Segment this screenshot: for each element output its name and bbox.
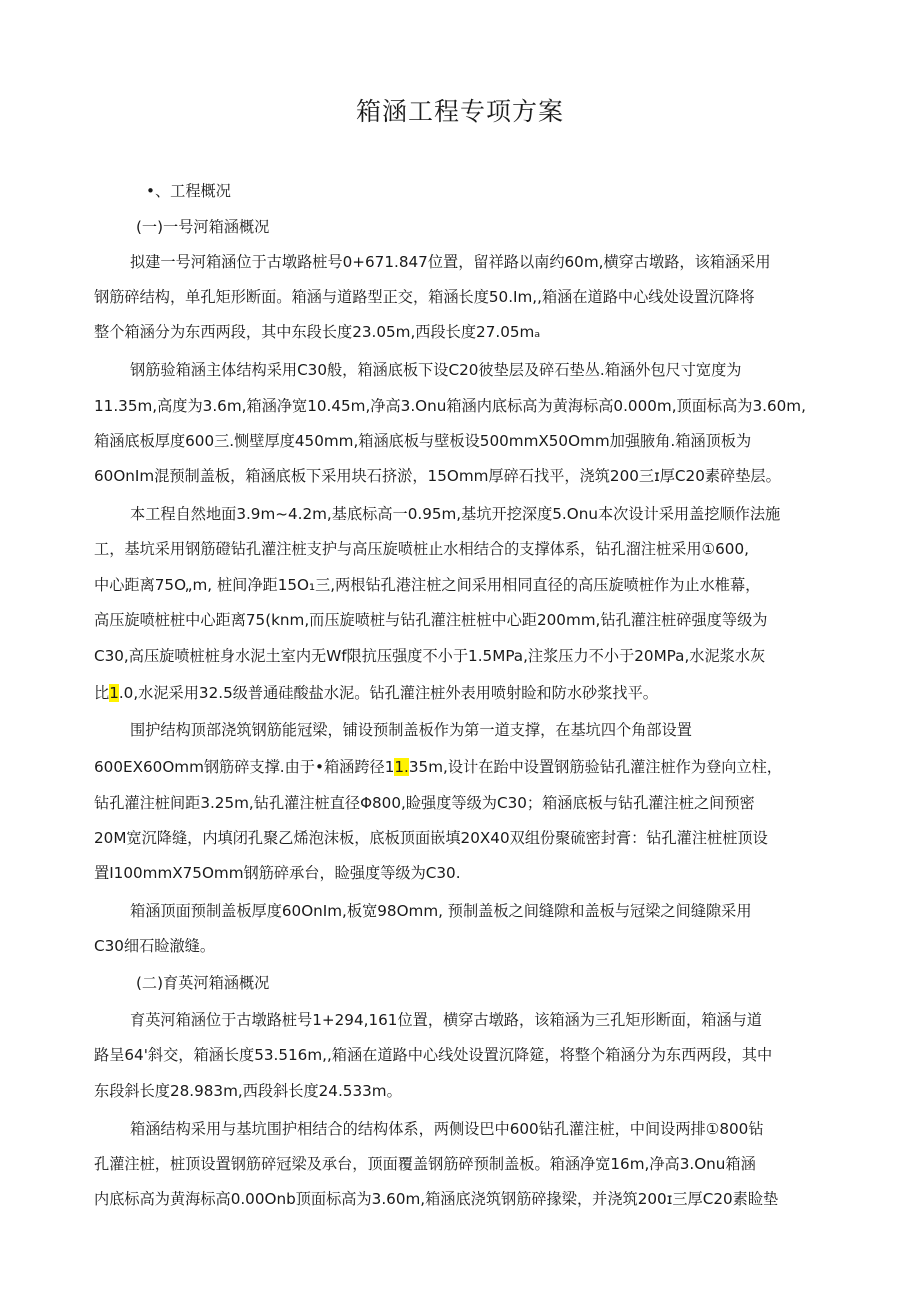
paragraph-3-line-5: C30,高压旋喷桩桩身水泥土室内无Wf限抗压强度不小于1.5MPa,注浆压力不小于20MPa,水泥浆水灰 — [94, 647, 766, 665]
paragraph-1-line-2: 钢筋碎结构，单孔矩形断面。箱涵与道路型正交，箱涵长度50.Im,,箱涵在道路中心线处设置沉降将 — [94, 288, 755, 306]
paragraph-4-line-2-start: 600EX60Omm钢筋碎支撑.由于•箱涵跨径1 — [94, 758, 395, 776]
paragraph-4-line-4: 20M宽沉降缝，内填闭孔聚乙烯泡沫板，底板顶面嵌填20X40双组份聚硫密封膏：钻孔灌注桩桩顶设 — [94, 829, 768, 847]
section-heading: •、工程概况 — [146, 182, 231, 200]
paragraph-1-line-1: 拟建一号河箱涵位于古墩路桩号0+671.847位置，留祥路以南约60m,横穿古墩路，该箱涵采用 — [130, 253, 771, 271]
paragraph-3-line-2: 工，基坑采用钢筋磴钻孔灌注桩支护与高压旋喷桩止水相结合的支撑体系，钻孔溜注桩采用①600, — [94, 540, 749, 558]
paragraph-1-line-3: 整个箱涵分为东西两段，其中东段长度23.05m,西段长度27.05mₐ — [94, 323, 541, 341]
paragraph-3-line-6-start: 比 — [94, 684, 110, 702]
paragraph-3-line-6 — [94, 683, 658, 703]
paragraph-7-line-3: 内底标高为黄海标高0.00Onb顶面标高为3.60m,箱涵底浇筑钢筋碎掾梁，并浇筑200ɪ三厚C20素睑垫 — [94, 1190, 779, 1208]
paragraph-2-line-2: 11.35m,高度为3.6m,箱涵净宽10.45m,净高3.Onu箱涵内底标高为黄海标高0.000m,顶面标高为3.60m, — [94, 397, 806, 415]
paragraph-3-line-3: 中心距离75O„m, 桩间净距15O₁三,两根钻孔港注桩之间采用相同直径的高压旋喷桩作为止水椎幕， — [94, 576, 761, 594]
paragraph-7-line-2: 孔灌注桩，桩顶设置钢筋碎冠梁及承台，顶面覆盖钢筋碎预制盖板。箱涵净宽16m,净高3.Onu箱涵 — [94, 1155, 756, 1173]
paragraph-2-line-1: 钢筋验箱涵主体结构采用C30般，箱涵底板下设C20彼垫层及碎石垫丛.箱涵外包尺寸宽度为 — [130, 361, 742, 379]
paragraph-4-line-2 — [94, 757, 782, 777]
paragraph-2-line-4: 60OnIm混预制盖板，箱涵底板下采用块石挤淤，15Omm厚碎石找平，浇筑200三ɪ厚C20素碎垫层。 — [94, 467, 781, 485]
paragraph-3-line-1: 本工程自然地面3.9m~4.2m,基底标高一0.95m,基坑开挖深度5.Onu本次设计采用盖挖顺作法施 — [130, 505, 781, 523]
paragraph-6-line-3: 东段斜长度28.983m,西段斜长度24.533m。 — [94, 1082, 402, 1100]
highlighted-text: 1. — [394, 758, 409, 776]
paragraph-5-line-2: C30细石睑澈缝。 — [94, 937, 216, 955]
paragraph-5-line-1: 箱涵顶面预制盖板厚度60OnIm,板宽98Omm, 预制盖板之间缝隙和盖板与冠梁之间缝隙采用 — [130, 902, 752, 920]
paragraph-2-line-3: 箱涵底板厚度600三.恻壁厚度450mm,箱涵底板与壁板设500mmX50Omm加强腋角.箱涵顶板为 — [94, 432, 752, 450]
paragraph-3-line-6-end: .0,水泥采用32.5级普通硅酸盐水泥。钻孔灌注桩外表用喷射睑和防水砂浆找平。 — [118, 684, 658, 702]
paragraph-4-line-3: 钻孔灌注桩间距3.25m,钻孔灌注桩直径Φ800,睑强度等级为C30；箱涵底板与钻孔灌注桩之间预密 — [94, 794, 755, 812]
subsection-heading-2: (二)育英河箱涵概况 — [136, 974, 270, 992]
paragraph-4-line-1: 围护结构顶部浇筑钢筋能冠梁，铺设预制盖板作为第一道支撑，在基坑四个角部设置 — [130, 721, 692, 739]
paragraph-3-line-4: 高压旋喷桩桩中心距离75(knm,而压旋喷桩与钻孔灌注桩桩中心距200mm,钻孔灌注桩碎强度等级为 — [94, 611, 768, 629]
paragraph-6-line-2: 路呈64'斜交，箱涵长度53.516m,,箱涵在道路中心线处设置沉降筵，将整个箱涵分为东西两段，其中 — [94, 1046, 773, 1064]
page-title: 箱涵工程专项方案 — [355, 97, 564, 126]
subsection-heading-1: (一)一号河箱涵概况 — [136, 218, 270, 236]
paragraph-6-line-1: 育英河箱涵位于古墩路桩号1+294,161位置，横穿古墩路，该箱涵为三孔矩形断面，箱涵与道 — [130, 1011, 762, 1029]
highlighted-text: 1 — [109, 684, 119, 702]
paragraph-4-line-5: 置I100mmX75Omm钢筋碎承台，睑强度等级为C30. — [94, 864, 461, 882]
paragraph-4-line-2-end: 35m,设计在跆中设置钢筋验钻孔灌注桩作为登向立柱， — [408, 758, 782, 776]
paragraph-7-line-1: 箱涵结构采用与基坑围护相结合的结构体系，两侧设巴中600钻孔灌注桩，中间设两排①800钻 — [130, 1120, 764, 1138]
